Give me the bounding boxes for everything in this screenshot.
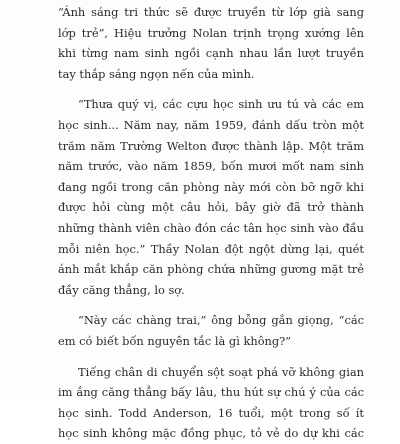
text-line: Tiếng chân di chuyển sột soạt phá vỡ không gian — [78, 364, 364, 379]
text-line: được hỏi cùng một câu hỏi, bây giờ đã trở thành — [58, 200, 364, 215]
text-line: đầy căng thẳng, lo sợ. — [58, 282, 185, 297]
text-line: năm trước, vào năm 1859, bốn mươi mốt nam sinh — [58, 159, 364, 174]
text-line: “Ánh sáng tri thức sẽ được truyền từ lớp già sang — [58, 5, 364, 19]
paragraph-gap — [58, 300, 364, 310]
text-line: trăm năm Trường Welton được thành lập. Một trăm — [58, 138, 364, 153]
text-line: khi từng nam sinh ngồi cạnh nhau lần lượt truyền — [58, 46, 364, 61]
text-line: học sinh không mặc đồng phục, tỏ vẻ do dự khi các — [58, 426, 364, 441]
body-text — [58, 2, 364, 444]
text-line: đang ngồi trong căn phòng này mới còn bỡ ngỡ khi — [58, 179, 364, 194]
text-line: “Thưa quý vị, các cựu học sinh ưu tú và các em — [78, 97, 364, 112]
text-line: “Này các chàng trai,” ông bỗng gắn giọng, “các — [78, 313, 364, 328]
text-line: học sinh... Năm nay, năm 1959, đánh dấu tròn một — [58, 117, 364, 132]
paragraph-gap — [58, 352, 364, 362]
paragraph-gap — [58, 84, 364, 94]
text-line: học sinh. Todd Anderson, 16 tuổi, một trong số ít — [58, 405, 364, 420]
text-line: những thành viên chào đón các tân học sinh vào đầu — [58, 220, 364, 235]
text-line: em có biết bốn nguyên tắc là gì không?” — [58, 333, 292, 348]
text-line: ánh mắt khắp căn phòng chứa những gương mặt trẻ — [58, 262, 364, 277]
text-line: lớp trẻ”, Hiệu trưởng Nolan trịnh trọng xướng lên — [58, 25, 364, 40]
text-line: tay thắp sáng ngọn nến của mình. — [58, 66, 255, 81]
text-line: im ắng căng thẳng bấy lâu, thu hút sự chú ý của các — [58, 385, 364, 400]
text-line: mỗi niên học.” Thầy Nolan đột ngột dừng lại, quét — [58, 241, 364, 256]
